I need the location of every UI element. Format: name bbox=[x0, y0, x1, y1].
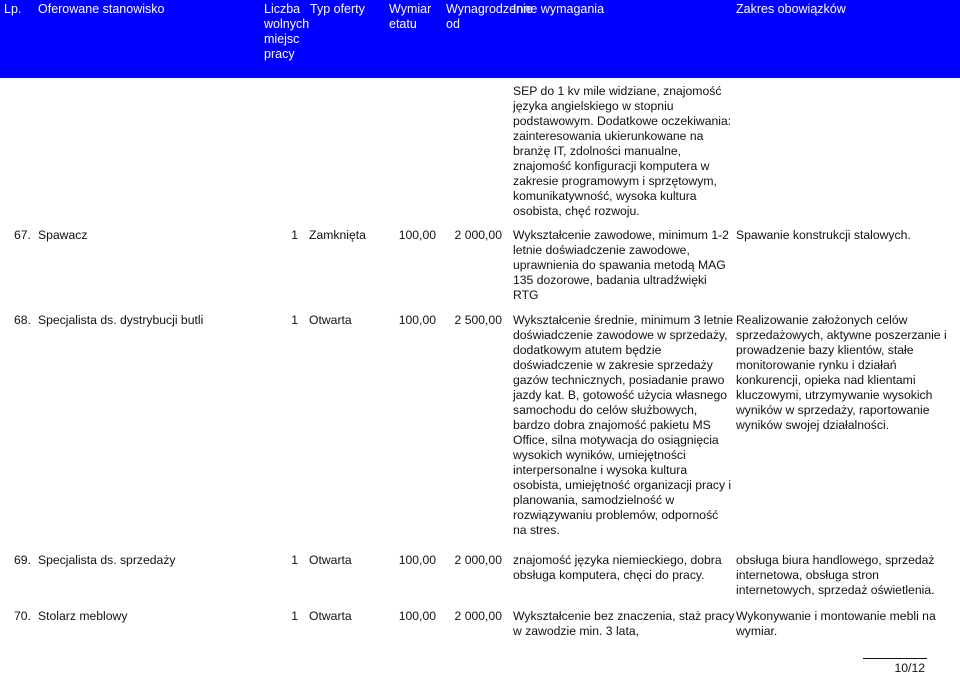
row-lp: 69. bbox=[14, 553, 31, 567]
row-wymiar: 100,00 bbox=[398, 313, 436, 327]
row-wymiar: 100,00 bbox=[398, 553, 436, 567]
header-liczba: Liczba wolnych miejsc pracy bbox=[264, 2, 310, 61]
header-wymagania: Inne wymagania bbox=[513, 2, 605, 16]
row-typ: Otwarta bbox=[309, 609, 352, 623]
header-lp: Lp. bbox=[4, 2, 22, 16]
header-typ: Typ oferty bbox=[310, 2, 365, 16]
continuation-requirements: SEP do 1 kv mile widziane, znajomość języka angielskiego w stopniu podstawowym. Dodatkowe oczekiwania: zainteresowania ukierunkowane na branżę IT, zdolności manualne, znajomość konfiguracji komputera w zakresie programowym i sprzętowym, komunikatywność, wysoka kultura osobista, chęć rozwoju. bbox=[513, 84, 732, 218]
row-liczba: 1 bbox=[291, 553, 298, 567]
row-zakres: Spawanie konstrukcji stalowych. bbox=[736, 228, 911, 242]
row-liczba: 1 bbox=[291, 313, 298, 327]
row-wymiar: 100,00 bbox=[398, 609, 436, 623]
row-stanowisko: Specjalista ds. sprzedaży bbox=[38, 553, 176, 567]
row-wymiar: 100,00 bbox=[398, 228, 436, 242]
row-lp: 70. bbox=[14, 609, 31, 623]
row-wymagania: Wykształcenie średnie, minimum 3 letnie doświadczenie zawodowe w sprzedaży, dodatkowym atutem będzie doświadczenie w zakresie sprzedaży gazów technicznych, posiadanie prawo jazdy kat. B, gotowość użycia własnego samochodu do celów służbowych, bardzo dobra znajomość pakietu MS Office, silna motywacja do osiągnięcia wysokich wyników, umiejętności interpersonalne i wysoka kultura osobista, umiejętność organizacji pracy i planowania, samodzielność w rozwiązywaniu problemów, odporność na stres. bbox=[513, 313, 734, 537]
header-zakres: Zakres obowiązków bbox=[736, 2, 846, 16]
header-wynagrodzenie: Wynagrodzenie od bbox=[446, 2, 533, 31]
row-typ: Otwarta bbox=[309, 553, 352, 567]
row-wymagania: Wykształcenie zawodowe, minimum 1-2 letnie doświadczenie zawodowe, uprawnienia do spawania metodą MAG 135 dozorowe, badania ultradźwięki RTG bbox=[513, 228, 729, 302]
row-liczba: 1 bbox=[291, 609, 298, 623]
page-number: 10/12 bbox=[894, 661, 925, 675]
header-stanowisko: Oferowane stanowisko bbox=[38, 2, 165, 16]
row-liczba: 1 bbox=[291, 228, 298, 242]
row-wynagrodzenie: 2 000,00 bbox=[454, 228, 502, 242]
page-number-rule bbox=[863, 658, 927, 659]
row-zakres: Realizowanie założonych celów sprzedażowych, aktywne poszerzanie i prowadzenie bazy klientów, stałe monitorowanie rynku i działań konkurencji, opieka nad klientami kluczowymi, utrzymywanie wysokich wyników w sprzedaży, raportowanie wyników swojej działalności. bbox=[736, 313, 947, 432]
row-zakres: obsługa biura handlowego, sprzedaż internetowa, obsługa stron internetowych, sprzedaż oświetlenia. bbox=[736, 553, 935, 597]
row-wynagrodzenie: 2 500,00 bbox=[454, 313, 502, 327]
row-lp: 68. bbox=[14, 313, 31, 327]
row-wynagrodzenie: 2 000,00 bbox=[454, 609, 502, 623]
header-wymiar: Wymiar etatu bbox=[389, 2, 432, 31]
row-wynagrodzenie: 2 000,00 bbox=[454, 553, 502, 567]
row-zakres: Wykonywanie i montowanie mebli na wymiar. bbox=[736, 609, 936, 638]
row-stanowisko: Stolarz meblowy bbox=[38, 609, 128, 623]
row-stanowisko: Spawacz bbox=[38, 228, 88, 242]
row-typ: Otwarta bbox=[309, 313, 352, 327]
row-wymagania: znajomość języka niemieckiego, dobra obsługa komputera, chęci do pracy. bbox=[513, 553, 722, 582]
row-lp: 67. bbox=[14, 228, 31, 242]
row-stanowisko: Specjalista ds. dystrybucji butli bbox=[38, 313, 204, 327]
row-wymagania: Wykształcenie bez znaczenia, staż pracy w zawodzie min. 3 lata, bbox=[513, 609, 735, 638]
table-header bbox=[0, 0, 960, 78]
row-typ: Zamknięta bbox=[309, 228, 366, 242]
